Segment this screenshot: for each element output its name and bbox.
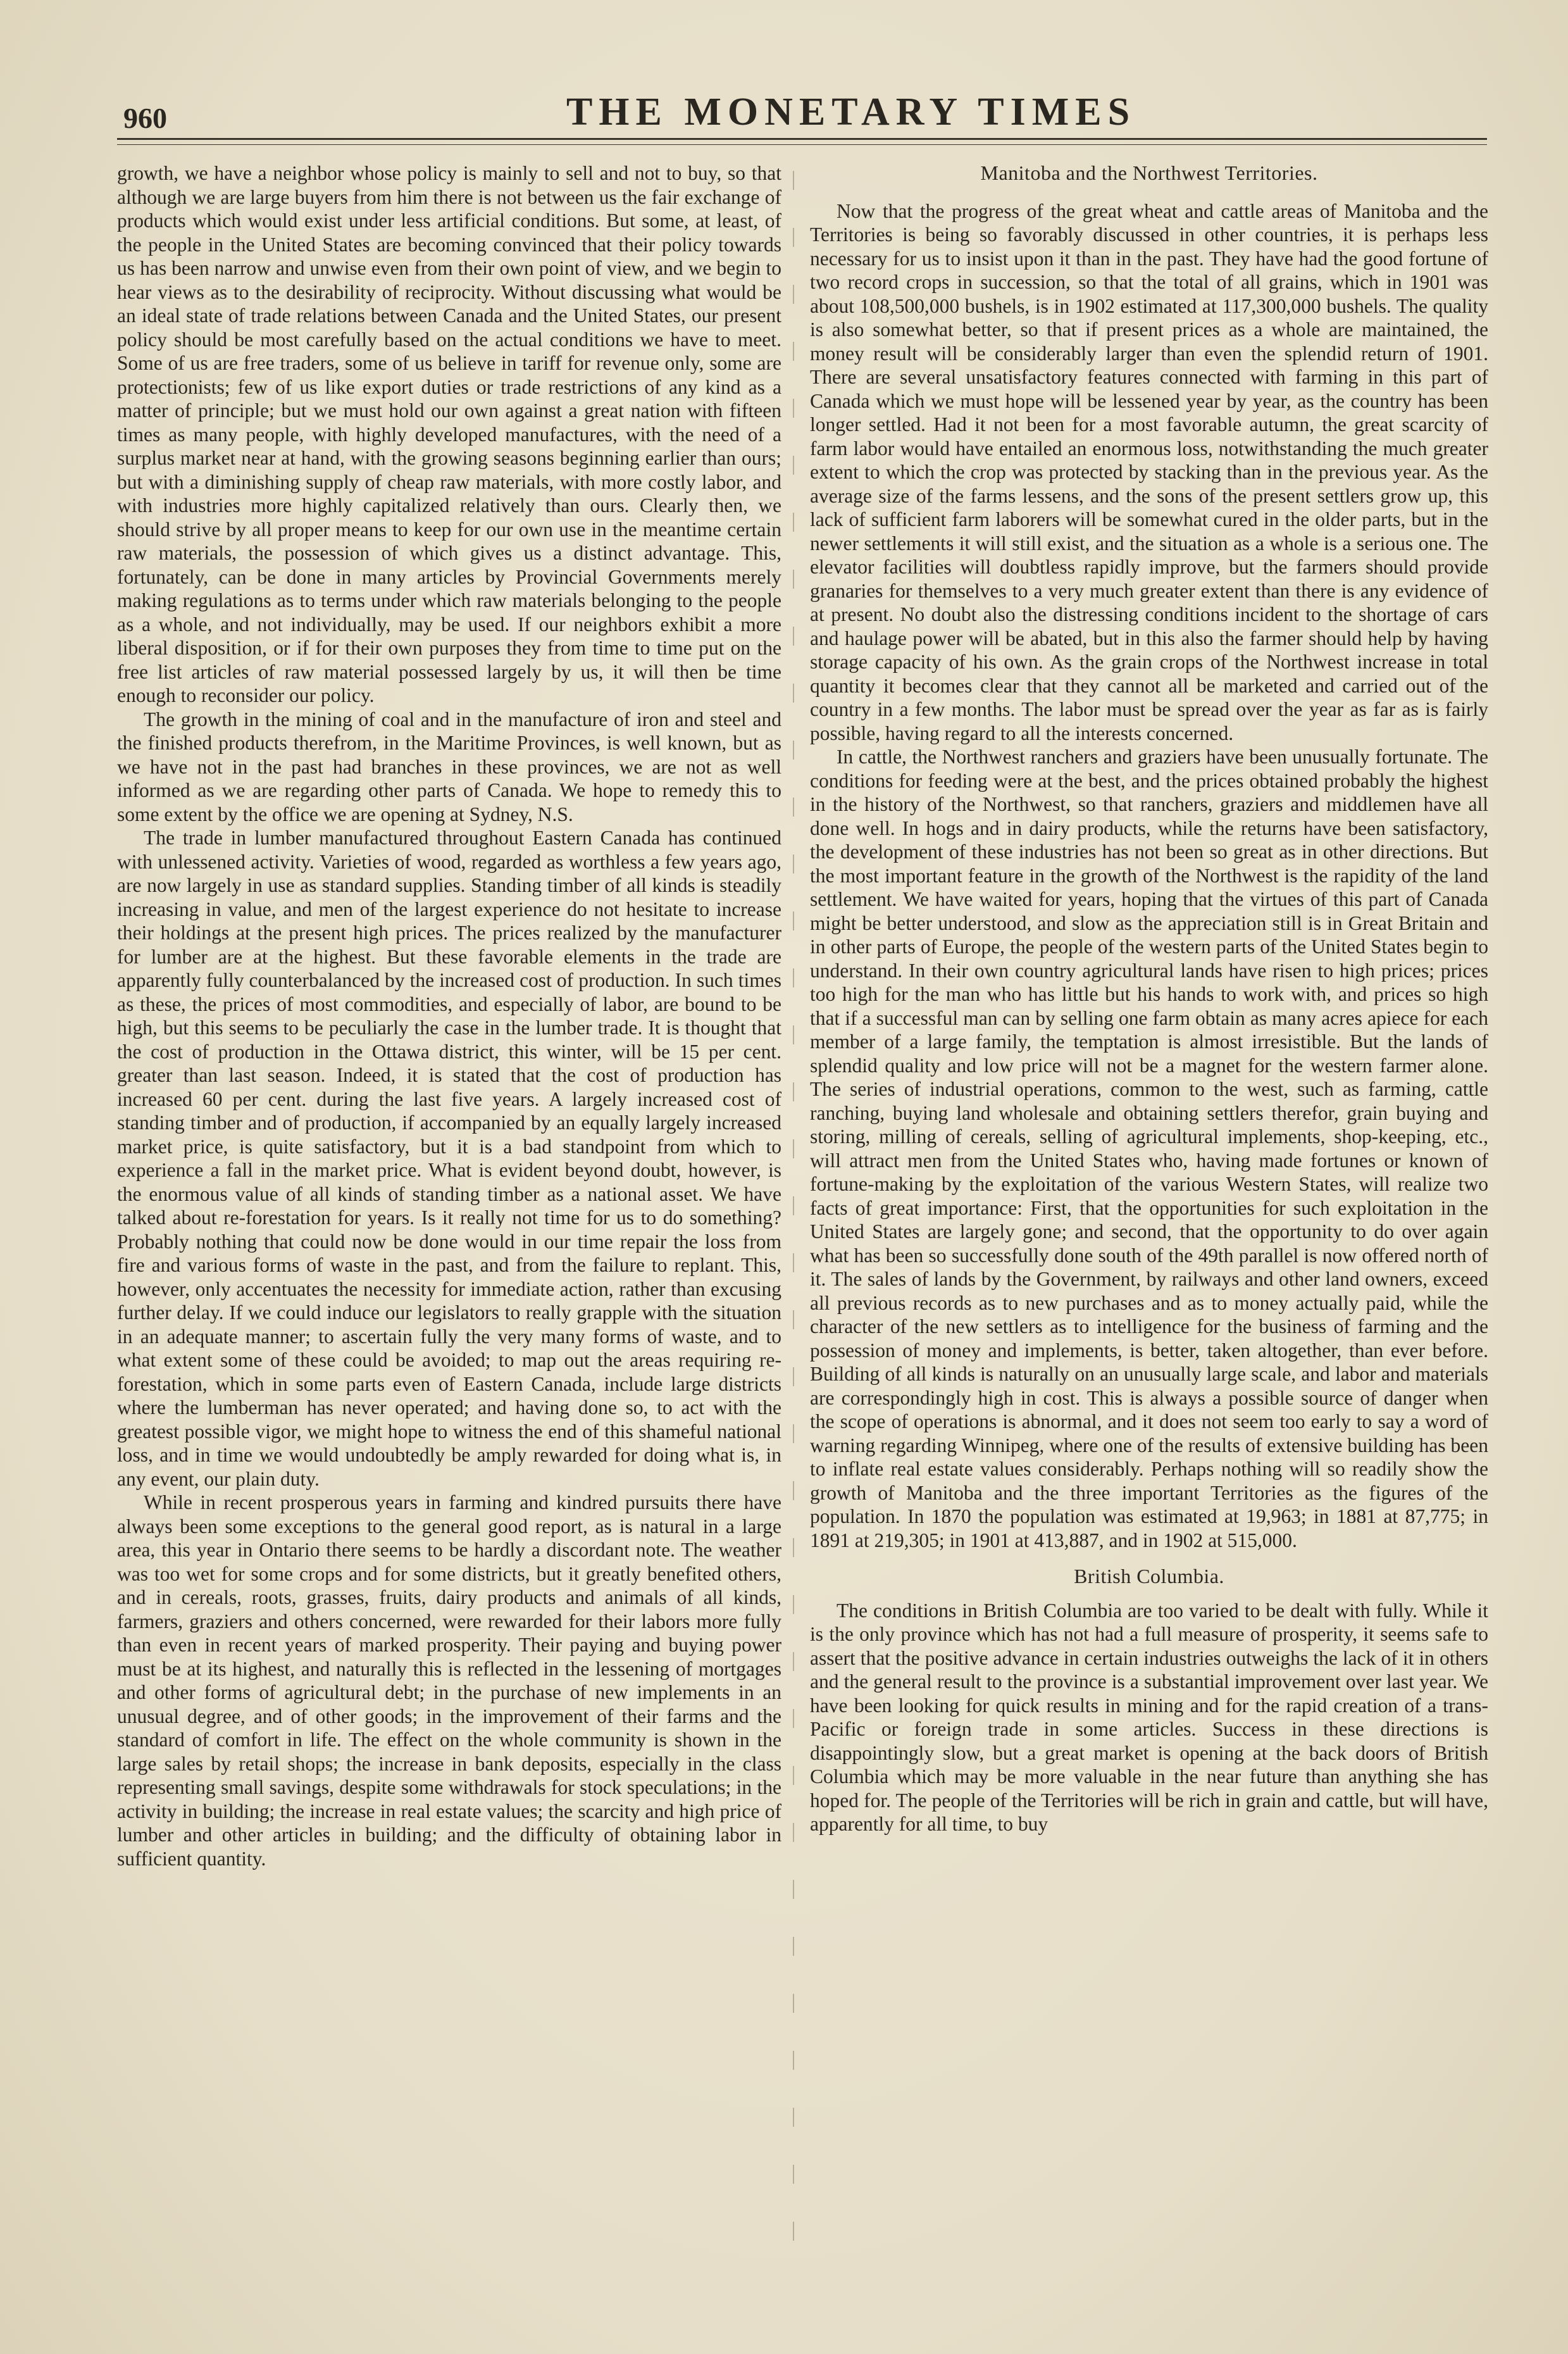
header-rule-thin [117,144,1487,145]
page-number: 960 [123,102,167,134]
header-rule [117,138,1487,140]
right-column [810,161,1488,1836]
column-divider [793,171,794,2279]
paragraph: While in recent prosperous years in farming and kindred pursuits there have always been some exceptions to the general good report, as is natural in a large area, this year in Ontario there seems to be hardly a discordant note. The weather was too wet for some crops and for some districts, but it greatly benefited others, and in cereals, roots, grasses, fruits, dairy products and animals of all kinds, farmers, graziers and others concerned, were rewarded for their labors more fully than even in recent years of marked prosperity. Their paying and buying power must be at its highest, and naturally this is reflected in the lessening of mortgages and other forms of agricultural debt; in the purchase of new implements in an unusual degree, and of other goods; in the improvement of their farms and the standard of comfort in life. The effect on the whole community is shown in the large sales by retail shops; the increase in bank deposits, especially in the class representing small savings, despite some withdrawals for stock speculations; in the activity in building; the increase in real estate values; the scarcity and high price of lumber and other articles in building; and the difficulty of obtaining labor in sufficient quantity. [117,1491,781,1870]
section-heading-british-columbia: British Columbia. [1074,1565,1224,1587]
page-header [117,90,1487,141]
left-column [117,161,781,1870]
section-heading-manitoba: Manitoba and the Northwest Territories. [980,161,1318,184]
paragraph: The trade in lumber manufactured throughout Eastern Canada has continued with unlessened activity. Varieties of wood, regarded as worthless a few years ago, are now largely in use as standard supplies. Standing timber of all kinds is steadily increasing in value, and men of the largest experience do not hesitate to increase their holdings at the present high prices. The prices realized by the manufacturer for lumber are at the highest. But these favorable elements in the trade are apparently fully counterbalanced by the increased cost of production. In such times as these, the prices of most commodities, and especially of labor, are bound to be high, but this seems to be peculiarly the case in the lumber trade. It is thought that the cost of production in the Ottawa district, this winter, will be 15 per cent. greater than last season. Indeed, it is stated that the cost of production has increased 60 per cent. during the last five years. A largely increased cost of standing timber and of production, if accompanied by an equally largely increased market price, is quite satisfactory, but it is a bad standpoint from which to experience a fall in the market price. What is evident beyond doubt, however, is the enormous value of all kinds of standing timber as a national asset. We have talked about re-forestation for years. Is it really not time for us to do something? Probably nothing that could now be done would in our time repair the loss from fire and various forms of waste in the past, and from the failure to replant. This, however, only accentuates the necessity for immediate action, rather than excusing further delay. If we could induce our legislators to really grapple with the situation in an adequate manner; to ascertain fully the very many forms of waste, and to what extent some of these could be avoided; to map out the areas requiring re-forestation, which in some parts even of Eastern Canada, include large districts where the lumberman has never operated; and having done so, to act with the greatest possible vigor, we might hope to witness the end of this shameful national loss, and in time we would undoubtedly be amply rewarded for doing what is, in any event, our plain duty. [117,827,781,1490]
paragraph: Now that the progress of the great wheat and cattle areas of Manitoba and the Territories is being so favorably discussed in other countries, it is perhaps less necessary for us to insist upon it than in the past. They have had the good fortune of two record crops in succession, so that the total of all grains, which in 1901 was about 108,500,000 bushels, is in 1902 estimated at 117,300,000 bushels. The quality is also somewhat better, so that if present prices as a whole are maintained, the money result will be considerably larger than even the splendid return of 1901. There are several unsatisfactory features connected with farming in this part of Canada which we must hope will be lessened year by year, as the country has been longer settled. Had it not been for a most favorable autumn, the great scarcity of farm labor would have entailed an enormous loss, notwithstanding the much greater extent to which the crop was protected by stacking than in the previous year. As the average size of the farms lessens, and the sons of the present settlers grow up, this lack of sufficient farm laborers will be somewhat cured in the older parts, but in the newer settlements it will still exist, and the situation as a whole is a serious one. The elevator facilities will doubtless rapidly improve, but the farmers should provide granaries for themselves to a very much greater extent than there is any evidence of at present. No doubt also the distressing conditions incident to the shortage of cars and haulage power will be abated, but in this also the farmer should help by having storage capacity of his own. As the grain crops of the Northwest increase in total quantity it becomes clear that they cannot all be marketed and carried out of the country in a few months. The labor must be spread over the year as far as is fairly possible, having regard to all the interests concerned. [810,199,1488,744]
paragraph: In cattle, the Northwest ranchers and graziers have been unusually fortunate. The conditions for feeding were at the best, and the prices obtained probably the highest in the history of the Northwest, so that ranchers, graziers and middlemen have all done well. In hogs and in dairy products, while the returns have been satisfactory, the development of these industries has not been so great as in other directions. But the most important feature in the growth of the Northwest is the rapidity of the land settlement. We have waited for years, hoping that the virtues of this part of Canada might be better understood, and slow as the appreciation still is in Great Britain and in other parts of Europe, the people of the western parts of the United States begin to understand. In their own country agricultural lands have risen to high prices; prices too high for the man who has little but his hands to work with, and prices so high that if a successful man can by selling one farm obtain as many acres apiece for each member of a large family, the temptation is almost irresistible. But the lands of splendid quality and low price will not be a magnet for the western farmer alone. The series of industrial operations, common to the west, such as farming, cattle ranching, buying land wholesale and obtaining settlers therefor, grain buying and storing, milling of cereals, selling of agricultural implements, shop-keeping, etc., will attract men from the United States who, having made fortunes or known of fortune-making by the exploitation of the various Western States, will realize two facts of great importance: First, that the opportunities for such exploitation in the United States are largely gone; and second, that the opportunity to do over again what has been so successfully done south of the 49th parallel is now offered north of it. The sales of lands by the Government, by railways and other land owners, exceed all previous records as to new purchases and as to money actually paid, while the character of the new settlers as to intelligence for the business of farming and the possession of money and implements, is better, taken altogether, than ever before. Building of all kinds is naturally on an unusually large scale, and labor and materials are correspondingly high in cost. This is always a possible source of danger when the scope of operations is abnormal, and it does not seem too early to say a word of warning regarding Winnipeg, where one of the results of extensive building has been to inflate real estate values considerably. Perhaps nothing will so readily show the growth of Manitoba and the three important Territories as the figures of the population. In 1870 the population was estimated at 19,963; in 1881 at 87,775; in 1891 at 219,305; in 1901 at 413,887, and in 1902 at 515,000. [810,746,1488,1551]
paragraph: growth, we have a neighbor whose policy is mainly to sell and not to buy, so that although we are large buyers from him there is not between us the fair exchange of products which would exist under less artificial conditions. But some, at least, of the people in the United States are becoming convinced that their policy towards us has been narrow and unwise even from their own point of view, and we begin to hear views as to the desirability of reciprocity. Without discussing what would be an ideal state of trade relations between Canada and the United States, our present policy should be most carefully based on the actual conditions we have to meet. Some of us are free traders, some of us believe in tariff for revenue only, some are protectionists; few of us like export duties or trade restrictions of any kind as a matter of principle; but we must hold our own against a great nation with fifteen times as many people, with highly developed manufactures, with the need of a surplus market near at hand, with the growing seasons beginning earlier than ours; but with a diminishing supply of cheap raw materials, with more costly labor, and with industries more highly capitalized relatively than ours. Clearly then, we should strive by all proper means to keep for our own use in the meantime certain raw materials, the possession of which gives us a distinct advantage. This, fortunately, can be done in many articles by Provincial Governments merely making regulations as to terms under which raw materials belonging to the people as a whole, and not individually, may be used. If our neighbors exhibit a more liberal disposition, or if for their own purposes they from time to time put on the free list articles of raw material possessed largely by us, it will then be time enough to reconsider our policy. [117,162,781,706]
paragraph: The growth in the mining of coal and in the manufacture of iron and steel and the finished products therefrom, in the Maritime Provinces, is well known, but as we have not in the past had branches in these provinces, we are not as well informed as we are regarding other parts of Canada. We hope to remedy this to some extent by the office we are opening at Sydney, N.S. [117,708,781,825]
paragraph: The conditions in British Columbia are too varied to be dealt with fully. While it is the only province which has not had a full measure of prosperity, it seems safe to assert that the positive advance in certain industries outweighs the lack of it in others and the general result to the province is a substantial improvement over last year. We have been looking for quick results in mining and for the rapid creation of a trans-Pacific or foreign trade in some articles. Success in these directions is disappointingly slow, but a great market is opening at the back doors of British Columbia which may be more valuable in the near future than anything she has hoped for. The people of the Territories will be rich in grain and cattle, but will have, apparently for all time, to buy [810,1599,1488,1835]
masthead-title: THE MONETARY TIMES [566,91,1136,134]
